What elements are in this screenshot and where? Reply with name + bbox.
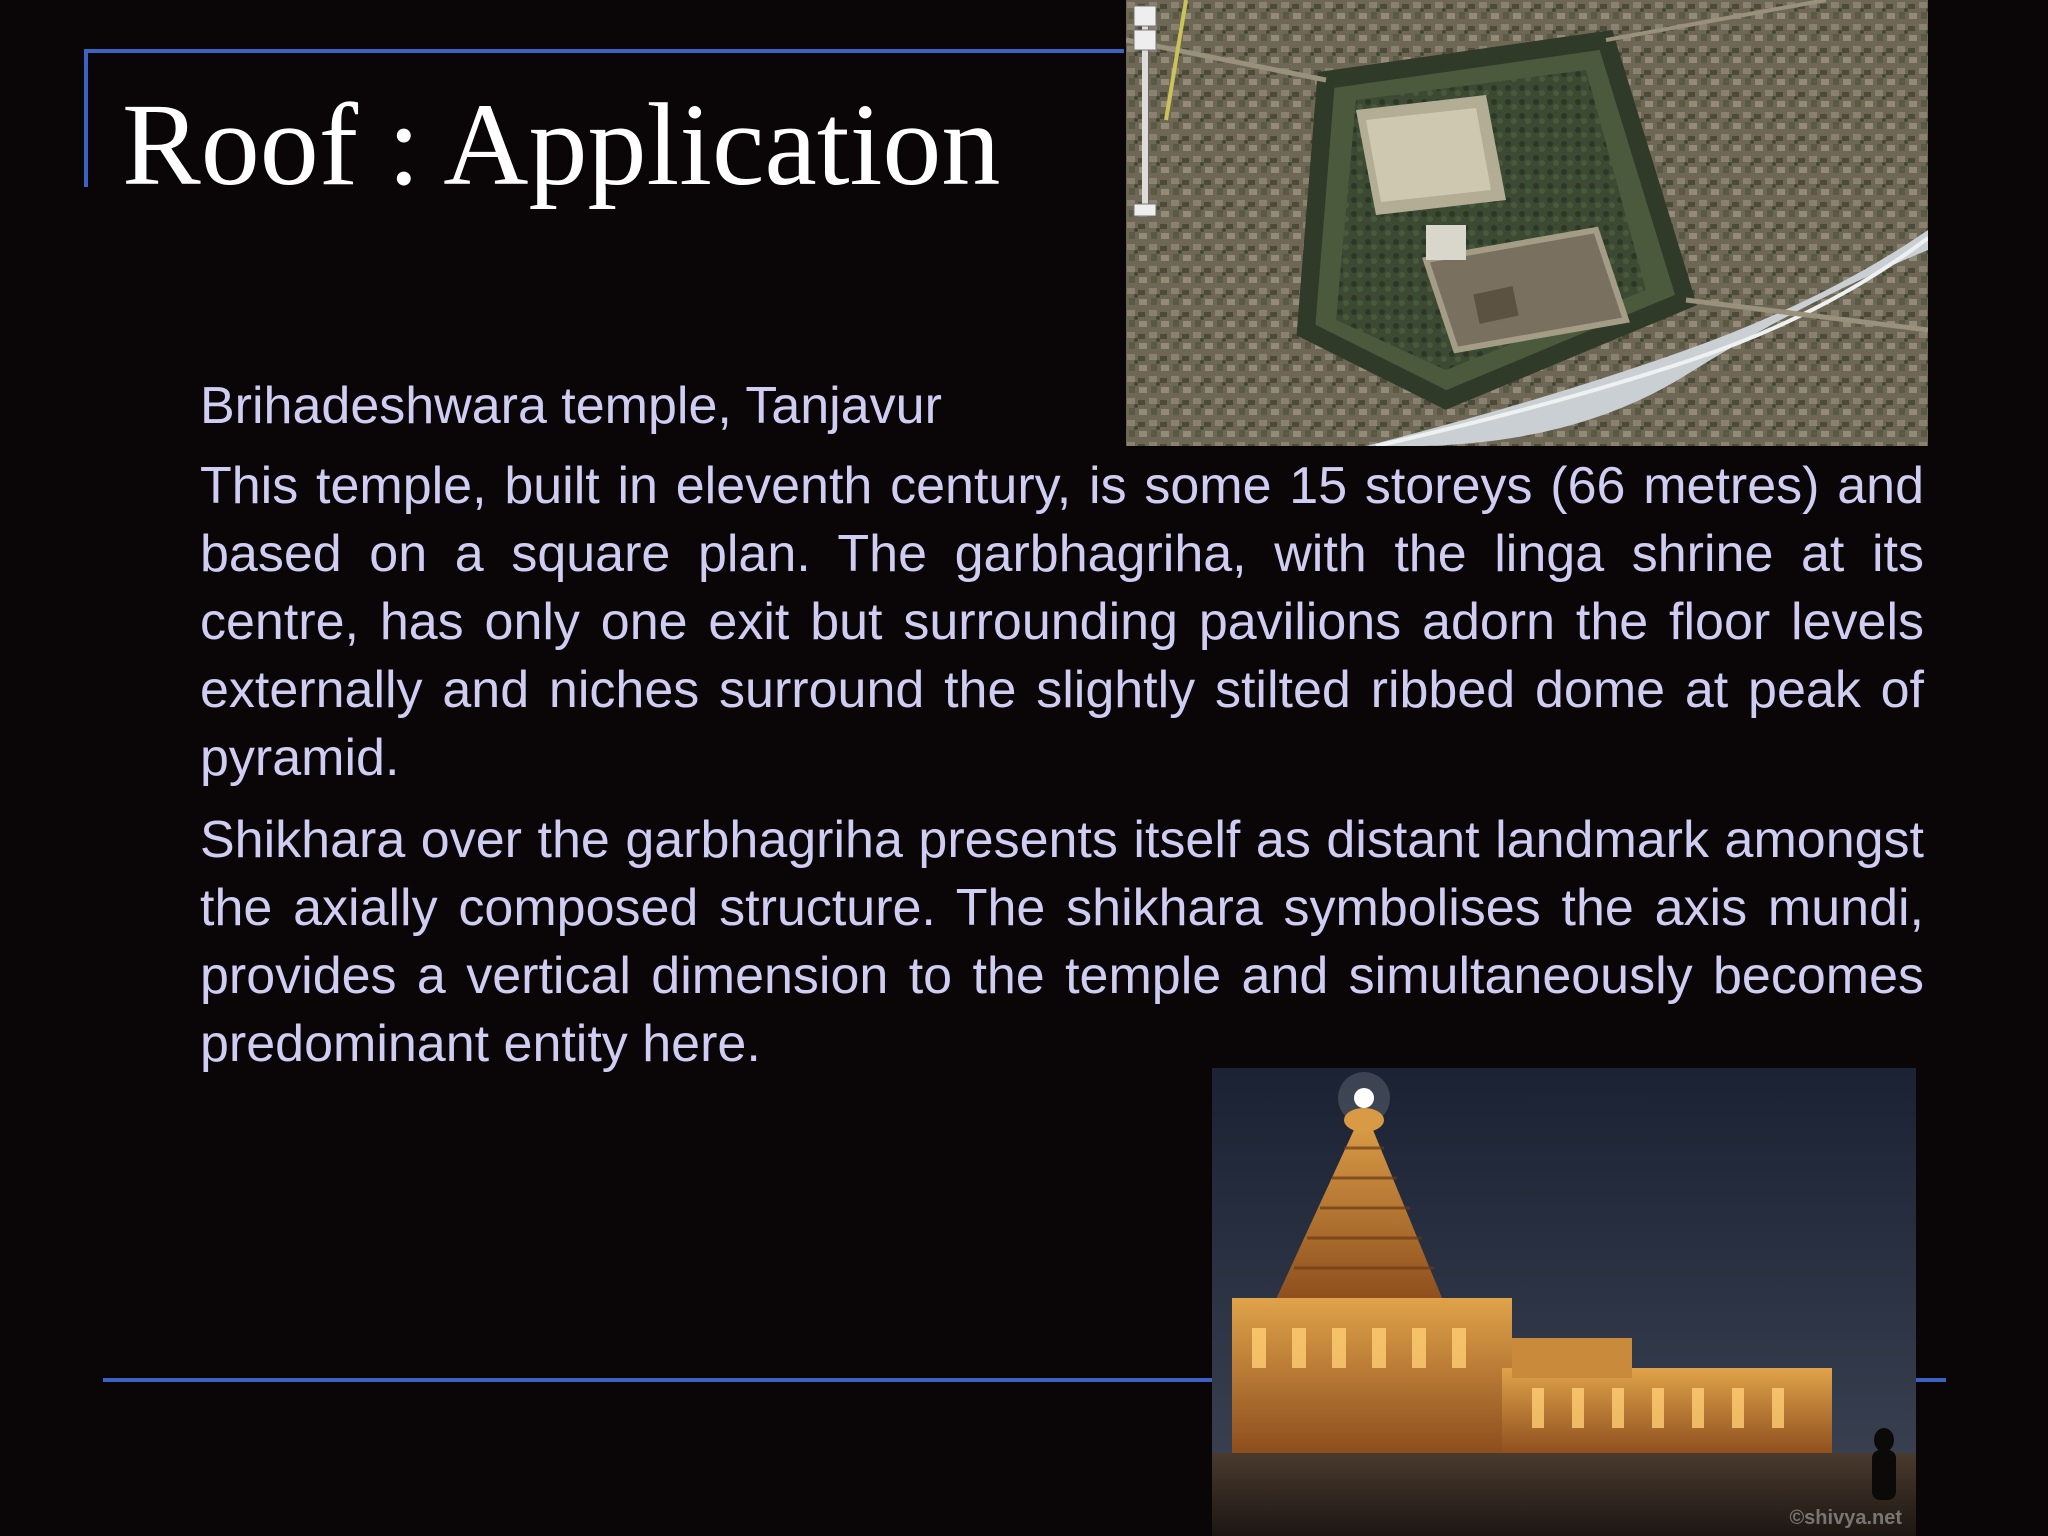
top-accent-rule: [84, 49, 1124, 53]
body-text: [200, 372, 1924, 1092]
photo-watermark: ©shivya.net: [1789, 1507, 1902, 1529]
temple-heading: Brihadeshwara temple, Tanjavur: [200, 377, 942, 435]
slide-title: Roof : Application: [122, 79, 1001, 210]
left-accent-rule: [84, 49, 88, 187]
temple-night-photo: [1212, 1068, 1916, 1536]
temple-description-paragraph: This temple, built in eleventh century, is some 15 storeys (66 metres) and based on a square plan. The garbhagriha, with the linga shrine at its centre, has only one exit but surrounding pavilions adorn the floor levels externally and niches surround the slightly stilted ribbed dome at peak of pyramid.: [200, 457, 1924, 787]
shikhara-paragraph: Shikhara over the garbhagriha presents itself as distant landmark amongst the axially composed structure. The shikhara symbolises the axis mundi, provides a vertical dimension to the temple and simultaneously becomes predominant entity here.: [200, 811, 1924, 1073]
